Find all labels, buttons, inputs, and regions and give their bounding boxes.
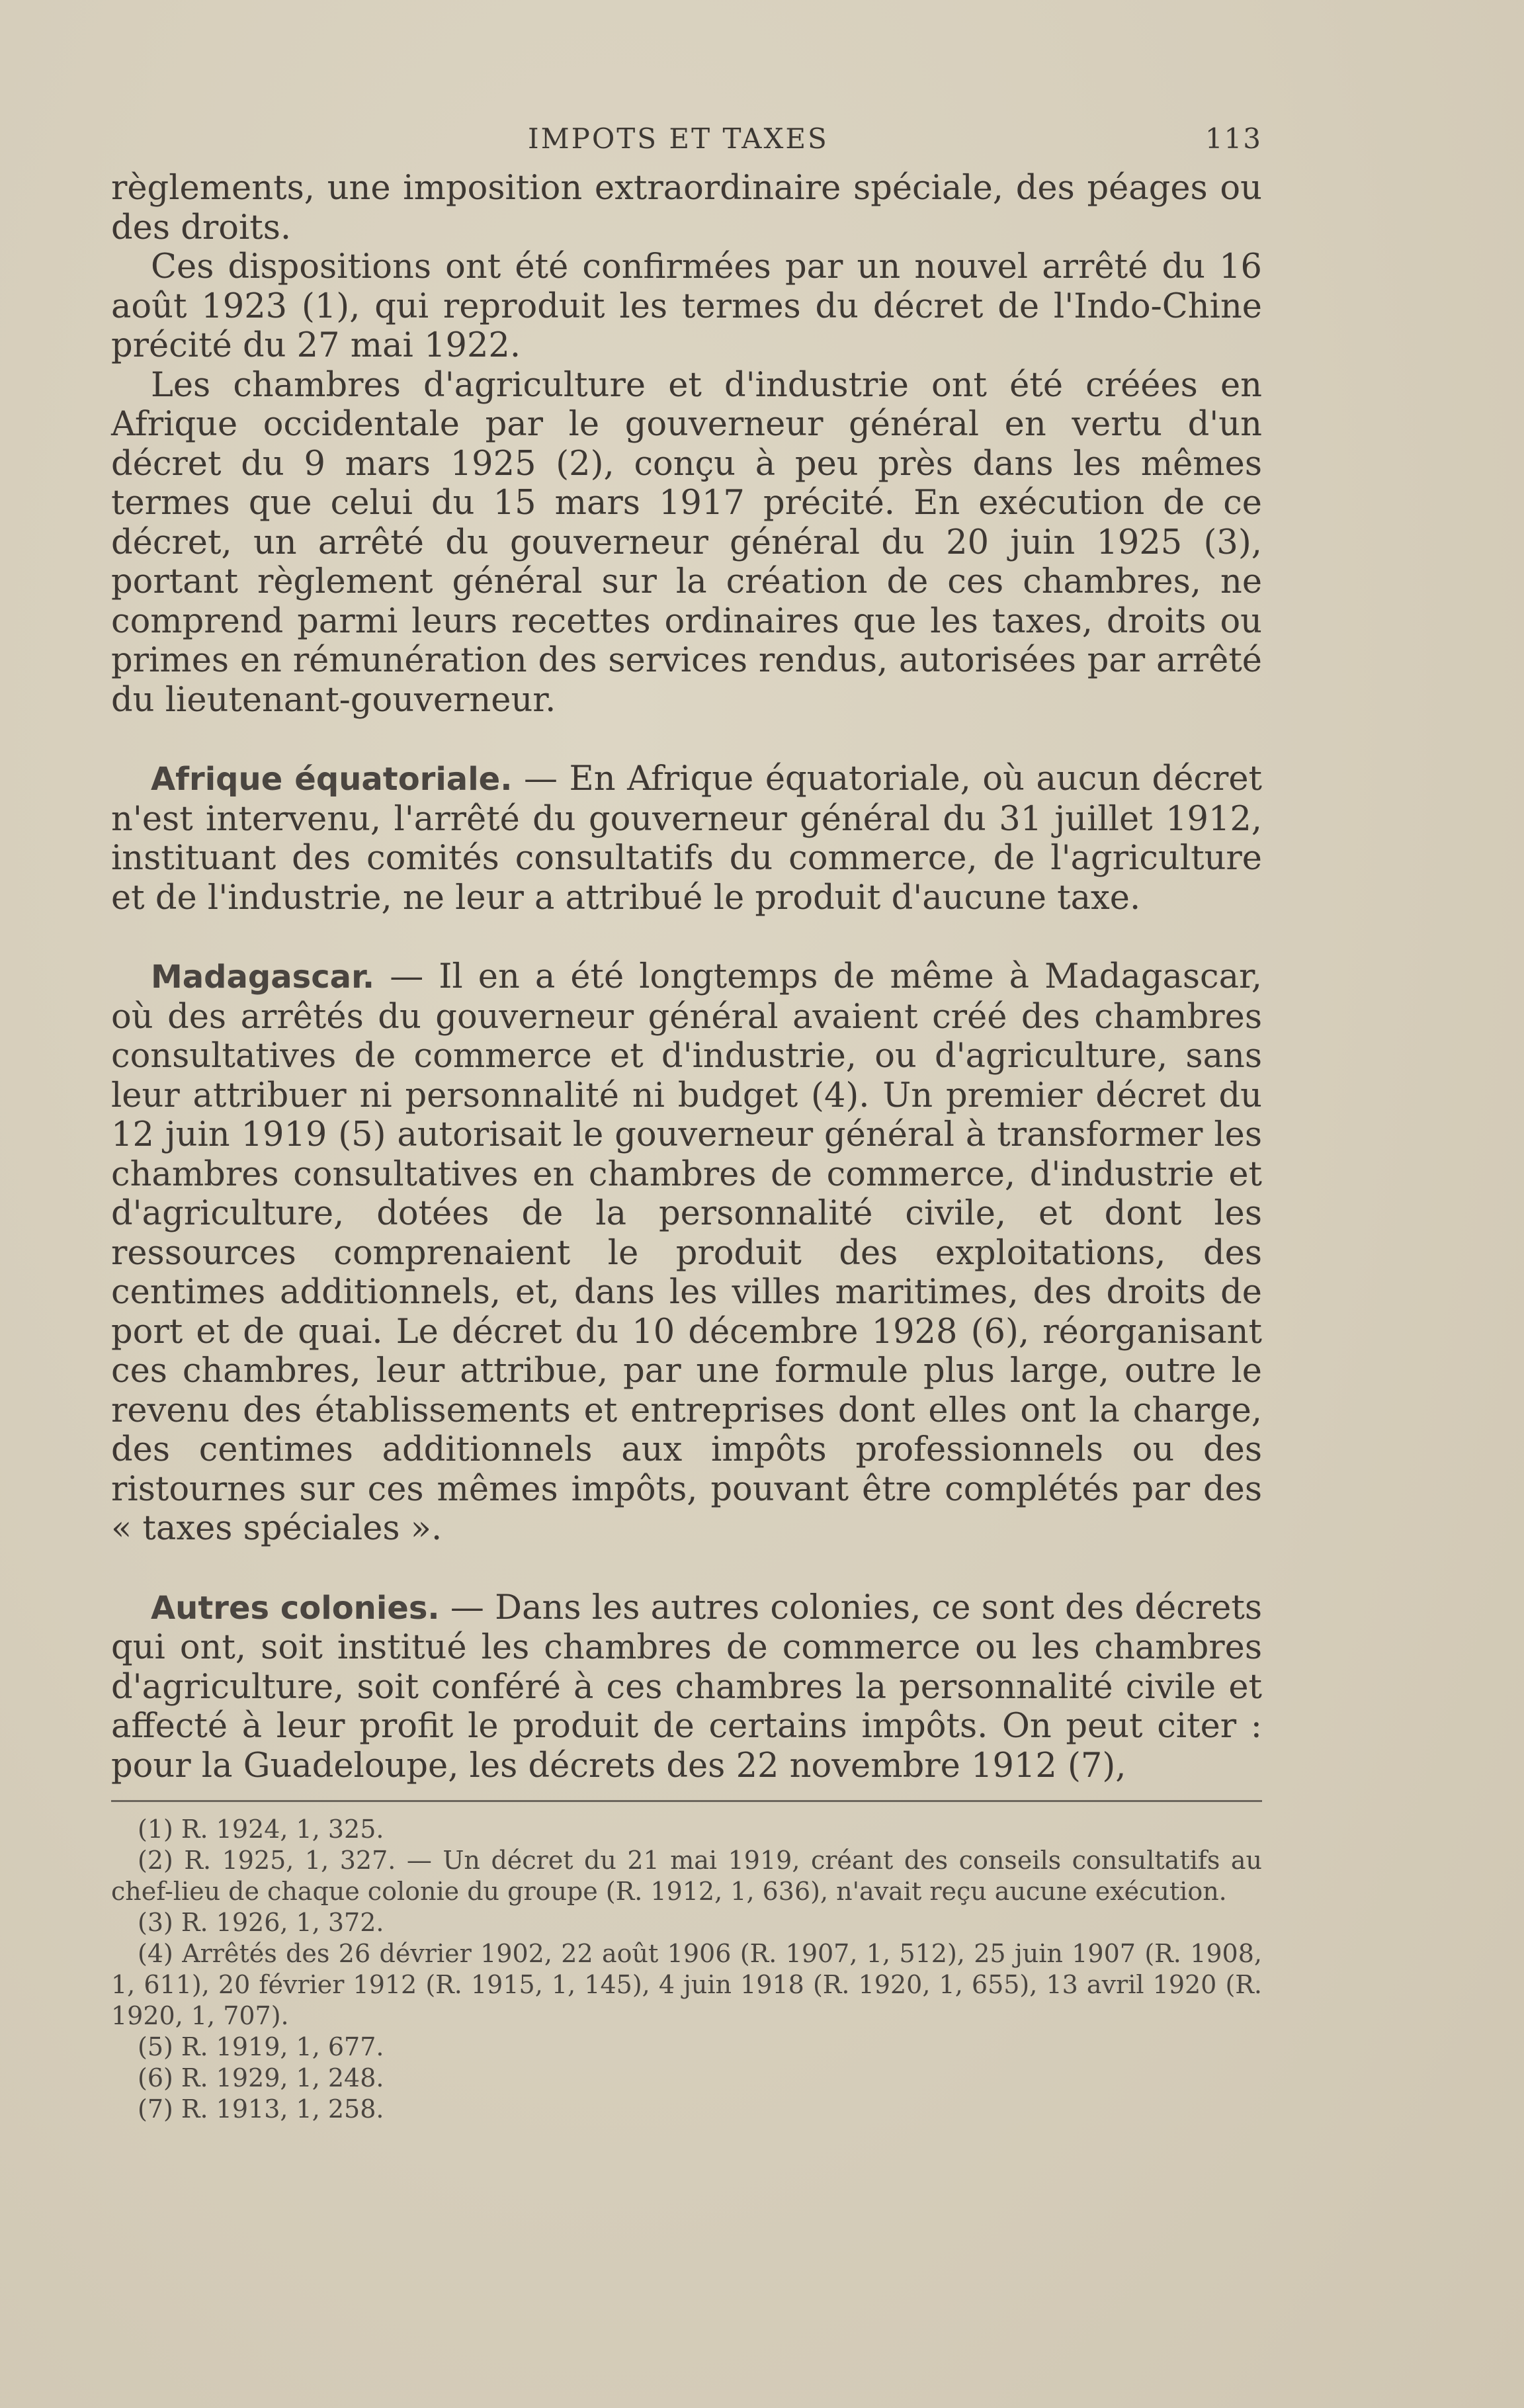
section-heading-afrique-equatoriale: Afrique équatoriale. [151,761,513,798]
page-number: 113 [1205,122,1262,155]
section-text-afrique-equatoriale: — En Afrique équatoriale, où aucun décret n'est intervenu, l'arrêté du gouverneur général du 31 juillet 1912, instituant des comités consultatifs du commerce, de l'agriculture et de l'industrie, ne leur a attribué le produit d'aucune taxe. [111,759,1262,918]
header-title: IMPOTS ET TAXES [528,122,829,155]
section-autres-colonies [111,1588,1262,1786]
footnotes [111,1814,1262,2125]
section-heading-madagascar: Madagascar. [151,959,375,996]
footnote-6: (6) R. 1929, 1, 248. [138,2063,384,2092]
paragraph-arrete-1923: Ces dispositions ont été confirmées par un nouvel arrêté du 16 août 1923 (1), qui reproduit les termes du décret de l'Indo-Chine précité du 27 mai 1922. [111,247,1262,365]
paragraph-continued: règlements, une imposition extraordinaire spéciale, des péages ou des droits. [111,169,1262,247]
footnote-1: (1) R. 1924, 1, 325. [138,1815,384,1844]
section-text-autres-colonies: — Dans les autres colonies, ce sont des décrets qui ont, soit institué les chambres de commerce ou les chambres d'agriculture, soit conféré à ces chambres la personnalité civile et affecté à leur profit le produit de certains impôts. On peut citer : pour la Guadeloupe, les décrets des 22 novembre 1912 (7), [111,1588,1263,1785]
footnote-5: (5) R. 1919, 1, 677. [138,2032,384,2061]
running-header [111,122,1262,169]
section-madagascar [111,957,1262,1549]
section-text-madagascar: — Il en a été longtemps de même à Madagascar, où des arrêtés du gouverneur général avaient créé des chambres consultatives de commerce et d'industrie, ou d'agriculture, sans leur attribuer ni personnalité ni budget (4). Un premier décret du 12 juin 1919 (5) autorisait le gouverneur général à transformer les chambres consultatives en chambres de commerce, d'industrie et d'agriculture, dotées de la personnalité civile, et dont les ressources comprenaient le produit des exploitations, des centimes additionnels, et, dans les villes maritimes, des droits de port et de quai. Le décret du 10 décembre 1928 (6), réorganisant ces chambres, leur attribue, par une formule plus large, outre le revenu des établissements et entreprises dont elles ont la charge, des centimes additionnels aux impôts professionnels ou des ristournes sur ces mêmes impôts, pouvant être complétés par des « taxes spéciales ». [111,957,1262,1548]
section-afrique-equatoriale [111,759,1262,918]
section-heading-autres-colonies: Autres colonies. [151,1589,440,1627]
footnote-divider [111,1800,1262,1802]
footnote-2: (2) R. 1925, 1, 327. — Un décret du 21 mai 1919, créant des conseils consultatifs au chef-lieu de chaque colonie du groupe (R. 1912, 1, 636), n'avait reçu aucune exécution. [111,1846,1262,1906]
paragraph-afrique-occidentale: Les chambres d'agriculture et d'industrie ont été créées en Afrique occidentale par le gouverneur général en vertu d'un décret du 9 mars 1925 (2), conçu à peu près dans les mêmes termes que celui du 15 mars 1917 précité. En exécution de ce décret, un arrêté du gouverneur général du 20 juin 1925 (3), portant règlement général sur la création de ces chambres, ne comprend parmi leurs recettes ordinaires que les taxes, droits ou primes en rémunération des services rendus, autorisées par arrêté du lieutenant-gouverneur. [111,365,1262,720]
document-page [111,122,1262,2305]
footnote-3: (3) R. 1926, 1, 372. [138,1908,384,1937]
footnote-4: (4) Arrêtés des 26 dévrier 1902, 22 août 1906 (R. 1907, 1, 512), 25 juin 1907 (R. 1908, 1, 611), 20 février 1912 (R. 1915, 1, 145), 4 juin 1918 (R. 1920, 1, 655), 13 avril 1920 (R. 1920, 1, 707). [111,1939,1262,2030]
footnote-7: (7) R. 1913, 1, 258. [138,2094,384,2124]
